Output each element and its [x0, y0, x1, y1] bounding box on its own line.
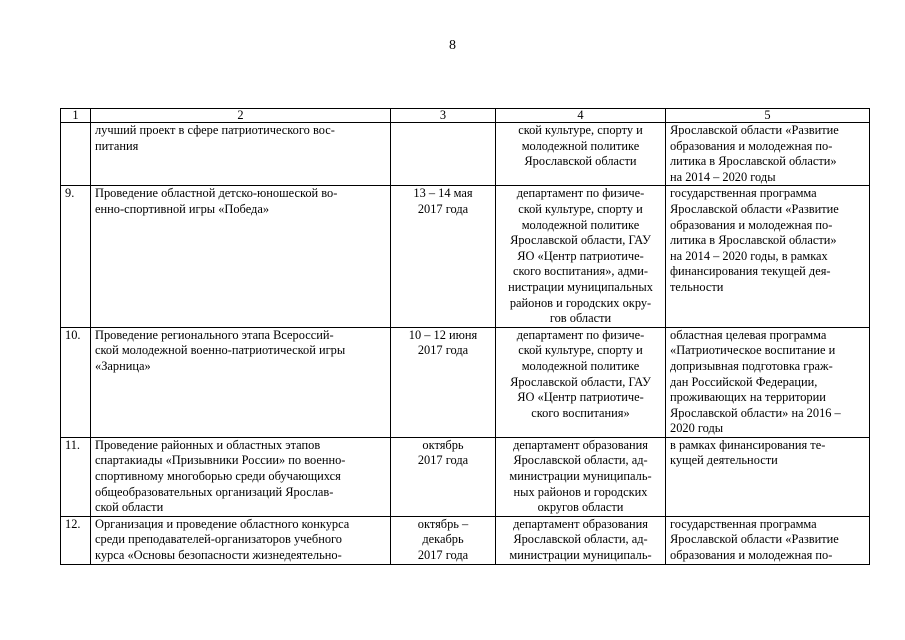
date-cell: 10 – 12 июня 2017 года [391, 327, 496, 437]
executors-cell: департамент образования Ярославской области, ад- министрации муниципаль- ных районов и городских округов области [496, 437, 666, 516]
executors-cell: департамент по физиче- ской культуре, спорту и молодежной политике Ярославской области, ГАУ ЯО «Центр патриотиче- ского воспитания», адми- нистрации муниципальных районов и городских окру- гов области [496, 186, 666, 327]
executors-cell: ской культуре, спорту и молодежной политике Ярославской области [496, 123, 666, 186]
column-header: 5 [666, 109, 870, 123]
event-cell: Проведение районных и областных этапов спартакиады «Призывники России» по военно- спортивному многоборью среди обучающихся общеобразовательных организаций Ярослав- ской области [91, 437, 391, 516]
event-cell: Проведение регионального этапа Всероссий- ской молодежной военно-патриотической игры «Зарница» [91, 327, 391, 437]
funding-cell: областная целевая программа «Патриотическое воспитание и допризывная подготовка граж- дан Российской Федерации, проживающих на территории Ярославской области» на 2016 – 2020 годы [666, 327, 870, 437]
table-row [61, 516, 870, 564]
date-cell [391, 123, 496, 186]
row-number-cell: 11. [61, 437, 91, 516]
page-number: 8 [449, 38, 456, 53]
event-cell: Проведение областной детско-юношеской во- енно-спортивной игры «Победа» [91, 186, 391, 327]
row-number-cell [61, 123, 91, 186]
table-header-row [61, 109, 870, 123]
event-cell: лучший проект в сфере патриотического вос- питания [91, 123, 391, 186]
column-header: 1 [61, 109, 91, 123]
table-row [61, 437, 870, 516]
column-header: 3 [391, 109, 496, 123]
date-cell: октябрь – декабрь 2017 года [391, 516, 496, 564]
event-cell: Организация и проведение областного конкурса среди преподавателей-организаторов учебного курса «Основы безопасности жизнедеятельно- [91, 516, 391, 564]
date-cell: 13 – 14 мая 2017 года [391, 186, 496, 327]
funding-cell: Ярославской области «Развитие образования и молодежная по- литика в Ярославской области» на 2014 – 2020 годы [666, 123, 870, 186]
executors-cell: департамент образования Ярославской области, ад- министрации муниципаль- [496, 516, 666, 564]
funding-cell: государственная программа Ярославской области «Развитие образования и молодежная по- [666, 516, 870, 564]
funding-cell: государственная программа Ярославской области «Развитие образования и молодежная по- литика в Ярославской области» на 2014 – 2020 годы, в рамках финансирования текущей дея- тельности [666, 186, 870, 327]
row-number-cell: 9. [61, 186, 91, 327]
funding-cell: в рамках финансирования те- кущей деятельности [666, 437, 870, 516]
events-table [60, 108, 870, 565]
table-row [61, 327, 870, 437]
table-row [61, 123, 870, 186]
date-cell: октябрь 2017 года [391, 437, 496, 516]
executors-cell: департамент по физиче- ской культуре, спорту и молодежной политике Ярославской области, ГАУ ЯО «Центр патриотиче- ского воспитания» [496, 327, 666, 437]
row-number-cell: 10. [61, 327, 91, 437]
column-header: 2 [91, 109, 391, 123]
row-number-cell: 12. [61, 516, 91, 564]
column-header: 4 [496, 109, 666, 123]
table-row [61, 186, 870, 327]
